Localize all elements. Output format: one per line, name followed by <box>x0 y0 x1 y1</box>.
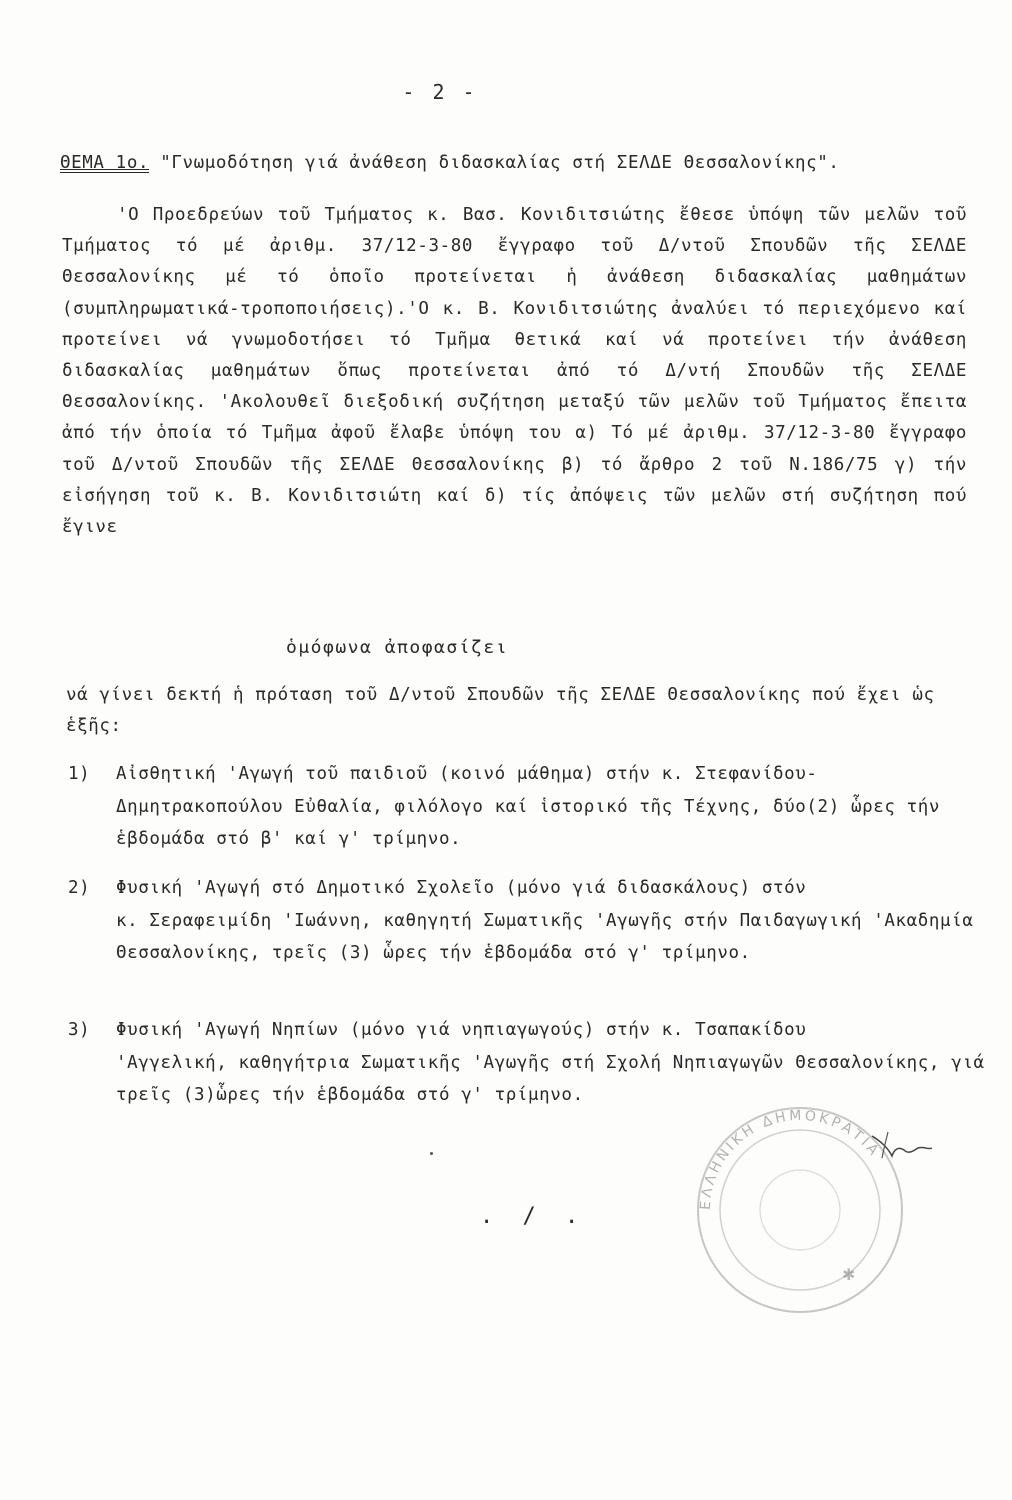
subject-title: "Γνωμοδότηση γιά ἀνάθεση διδασκαλίας στή ΣΕΛΔΕ Θεσσαλονίκης". <box>160 153 840 173</box>
ink-speck <box>430 1152 433 1155</box>
item-continuation: Δημητρακοπούλου Εὐθαλία, φιλόλογο καί ἱστορικό τῆς Τέχνης, δύο(2) ὧρες τήν ἑβδομάδα στό β' καί γ' τρίμηνο. <box>116 796 941 849</box>
decision-intro: νά γίνει δεκτή ἡ πρόταση τοῦ Δ/ντοῦ Σπουδῶν τῆς ΣΕΛΔΕ Θεσσαλονίκης πού ἔχει ὡς ἑξῆς: <box>66 685 935 736</box>
item-number: 2) <box>68 878 91 898</box>
stamp-text: ΕΛΛΗΝΙΚΗ ΔΗΜΟΚΡΑΤΙΑ <box>697 1107 884 1211</box>
official-stamp <box>680 1090 920 1320</box>
body-paragraph: 'Ο Προεδρεύων τοῦ Τμήματος κ. Βασ. Κονιδιτσιώτης ἔθεσε ὑπόψη τῶν μελῶν τοῦ Τμήματος τό μέ ἀριθμ. 37/12-3-80 ἔγγραφο τοῦ Δ/ντοῦ Σπουδῶν τῆς ΣΕΛΔΕ Θεσσαλονίκης μέ τό ὁποῖο προτείνεται ἡ ἀνάθεση διδασκαλίας μαθημάτων (συμπληρωματικά-τροποποιήσεις).'Ο κ. Β. Κονιδιτσιώτης ἀναλύει τό περιεχόμενο καί προτείνει νά γνωμοδοτήσει τό Τμῆμα θετικά καί νά προτείνει τήν ἀνάθεση διδασκαλίας μαθημάτων ὅπως προτείνεται ἀπό τό Δ/ντή Σπουδῶν τῆς ΣΕΛΔΕ Θεσσαλονίκης. 'Ακολουθεῖ διεξοδική συζήτηση μεταξύ τῶν μελῶν τοῦ Τμήματος ἔπειτα ἀπό τήν ὁποία τό Τμῆμα ἀφοῦ ἔλαβε ὑπόψη του α) Τό μέ ἀριθμ. 37/12-3-80 ἔγγραφο τοῦ Δ/ντοῦ Σπουδῶν τῆς ΣΕΛΔΕ Θεσσαλονίκης β) τό ἄρθρο 2 τοῦ Ν.186/75 γ) τήν εἰσήγηση τοῦ κ. Β. Κονιδιτσιώτη καί δ) τίς ἀπόψεις τῶν μελῶν στή συζήτηση πού ἔγινε <box>62 205 967 538</box>
decision-item-1 <box>68 758 988 856</box>
item-number: 3) <box>68 1020 91 1040</box>
signature-mark <box>868 1128 938 1168</box>
item-continuation: κ. Σεραφειμίδη 'Ιωάννη, καθηγητή Σωματικῆς 'Αγωγῆς στήν Παιδαγωγική 'Ακαδημία Θεσσαλονίκης, τρεῖς (3) ὧρες τήν ἑβδομάδα στό γ' τρίμηνο. <box>116 910 974 963</box>
subject-line <box>60 153 1000 173</box>
decision-item-2 <box>68 872 988 970</box>
item-first-line: Φυσική 'Αγωγή Νηπίων (μόνο γιά νηπιαγωγούς) στήν κ. Τσαπακίδου <box>116 1020 807 1040</box>
continuation-mark: . / . <box>480 1204 587 1229</box>
svg-text:✱: ✱ <box>842 1265 856 1284</box>
page-number: - 2 - <box>402 80 478 104</box>
item-continuation: 'Αγγελική, καθηγήτρια Σωματικῆς 'Αγωγῆς στή Σχολή Νηπιαγωγῶν Θεσσαλονίκης, γιά τρεῖς (3)ὧρες τήν ἑβδομάδα στό γ' τρίμηνο. <box>116 1052 985 1105</box>
item-first-line: Φυσική 'Αγωγή στό Δημοτικό Σχολεῖο (μόνο γιά διδασκάλους) στόν <box>116 878 807 898</box>
item-number: 1) <box>68 764 91 784</box>
decision-heading: ὁμόφωνα ἀποφασίζει <box>286 637 509 658</box>
item-first-line: Αἰσθητική 'Αγωγή τοῦ παιδιοῦ (κοινό μάθημα) στήν κ. Στεφανίδου- <box>116 764 818 784</box>
subject-label: ΘΕΜΑ 1ο. <box>60 153 150 173</box>
